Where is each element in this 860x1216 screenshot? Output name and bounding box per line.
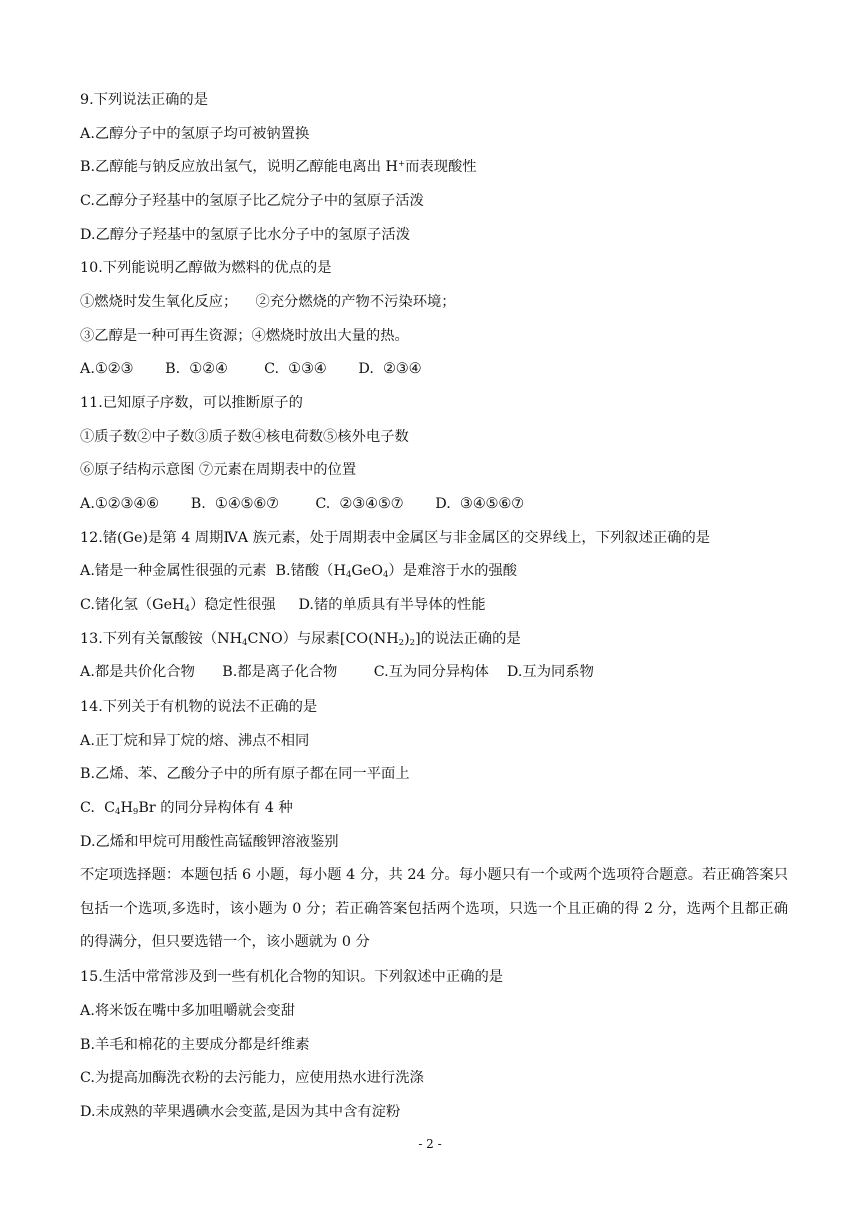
- q12-options-ab: [80, 561, 517, 581]
- q15-option-b: B.羊毛和棉花的主要成分都是纤维素: [80, 1037, 310, 1053]
- q12-option-c: C.锗化氢（GeH$_4$）稳定性很强: [80, 597, 299, 614]
- q12-option-b: B.锗酸$(H_4GeO_4)$是难溶于水的强酸: [275, 563, 518, 580]
- q10-stem: 10.下列能说明乙醇做为燃料的优点的是: [80, 260, 332, 276]
- q15-option-a: A.将米饭在嘴中多加咀嚼就会变甜: [80, 1003, 296, 1019]
- q13-stem: 13.下列有关氰酸铵$(NH_4CNO)$与尿素$[CO(NH_2)_2]$的说法正确的是: [80, 631, 521, 648]
- q12-option-d: D.锗的单质具有半导体的性能: [298, 597, 486, 613]
- q15-stem: 15.生活中常常涉及到一些有机化合物的知识。下列叙述中正确的是: [80, 969, 504, 985]
- q9-option-b: B.乙醇能与钠反应放出氢气，说明乙醇能电离出 H+而表现酸性: [80, 159, 477, 175]
- q14-stem: 14.下列关于有机物的说法不正确的是: [80, 699, 318, 715]
- q12-stem: 12.锗(Ge)是第 4 周期ⅣA 族元素，处于周期表中金属区与非金属区的交界线上，下列叙述正确的是: [80, 530, 711, 546]
- q11-stem: 11.已知原子序数，可以推断原子的: [80, 395, 303, 411]
- section-instructions: 不定项选择题：本题包括 6 小题，每小题 4 分，共 24 分。每小题只有一个或两个选项符合题意。若正确答案只包括一个选项,多选时，该小题为 0 分；若正确答案包括两个选项，只选一个且正确的得 2 分，选两个且都正确的得满分，但只要选错一个，该小题就为 0 分: [80, 867, 788, 951]
- q15-option-d: D.未成熟的苹果遇碘水会变蓝,是因为其中含有淀粉: [80, 1104, 401, 1120]
- q14-option-a: A.正丁烷和异丁烷的熔、沸点不相同: [80, 733, 310, 749]
- q9-option-a: A.乙醇分子中的氢原子均可被钠置换: [80, 126, 310, 142]
- q15-option-c: C.为提高加酶洗衣粉的去污能力，应使用热水进行洗涤: [80, 1070, 424, 1086]
- q9-option-d: D.乙醇分子羟基中的氢原子比水分子中的氢原子活泼: [80, 227, 411, 243]
- page-number: - 2 -: [418, 1137, 442, 1151]
- q10-options: A.①②③ B. ①②④ C. ①③④ D. ②③④: [80, 361, 422, 377]
- q12-options-cd: [80, 595, 486, 615]
- q11-options: A.①②③④⑥ B. ①④⑤⑥⑦ C. ②③④⑤⑦ D. ③④⑤⑥⑦: [80, 496, 524, 512]
- q11-statement-line-1: ①质子数②中子数③质子数④核电荷数⑤核外电子数: [80, 429, 409, 445]
- q14-option-c: C. $C_4H_9Br$ 的同分异构体有 4 种: [80, 800, 293, 817]
- q10-statement-line-1: ①燃烧时发生氧化反应； ②充分燃烧的产物不污染环境；: [80, 294, 456, 310]
- q13-options: A.都是共价化合物 B.都是离子化合物 C.互为同分异构体 D.互为同系物: [80, 664, 594, 680]
- q9-option-c: C.乙醇分子羟基中的氢原子比乙烷分子中的氢原子活泼: [80, 193, 424, 209]
- q14-option-b: B.乙烯、苯、乙酸分子中的所有原子都在同一平面上: [80, 766, 410, 782]
- q10-statement-line-2: ③乙醇是一种可再生资源；④燃烧时放出大量的热。: [80, 328, 409, 344]
- q14-option-d: D.乙烯和甲烷可用酸性高锰酸钾溶液鉴别: [80, 834, 339, 850]
- q11-statement-line-2: ⑥原子结构示意图 ⑦元素在周期表中的位置: [80, 462, 357, 478]
- q12-option-a: A.锗是一种金属性很强的元素: [80, 563, 276, 579]
- q9-stem: 9.下列说法正确的是: [80, 92, 209, 108]
